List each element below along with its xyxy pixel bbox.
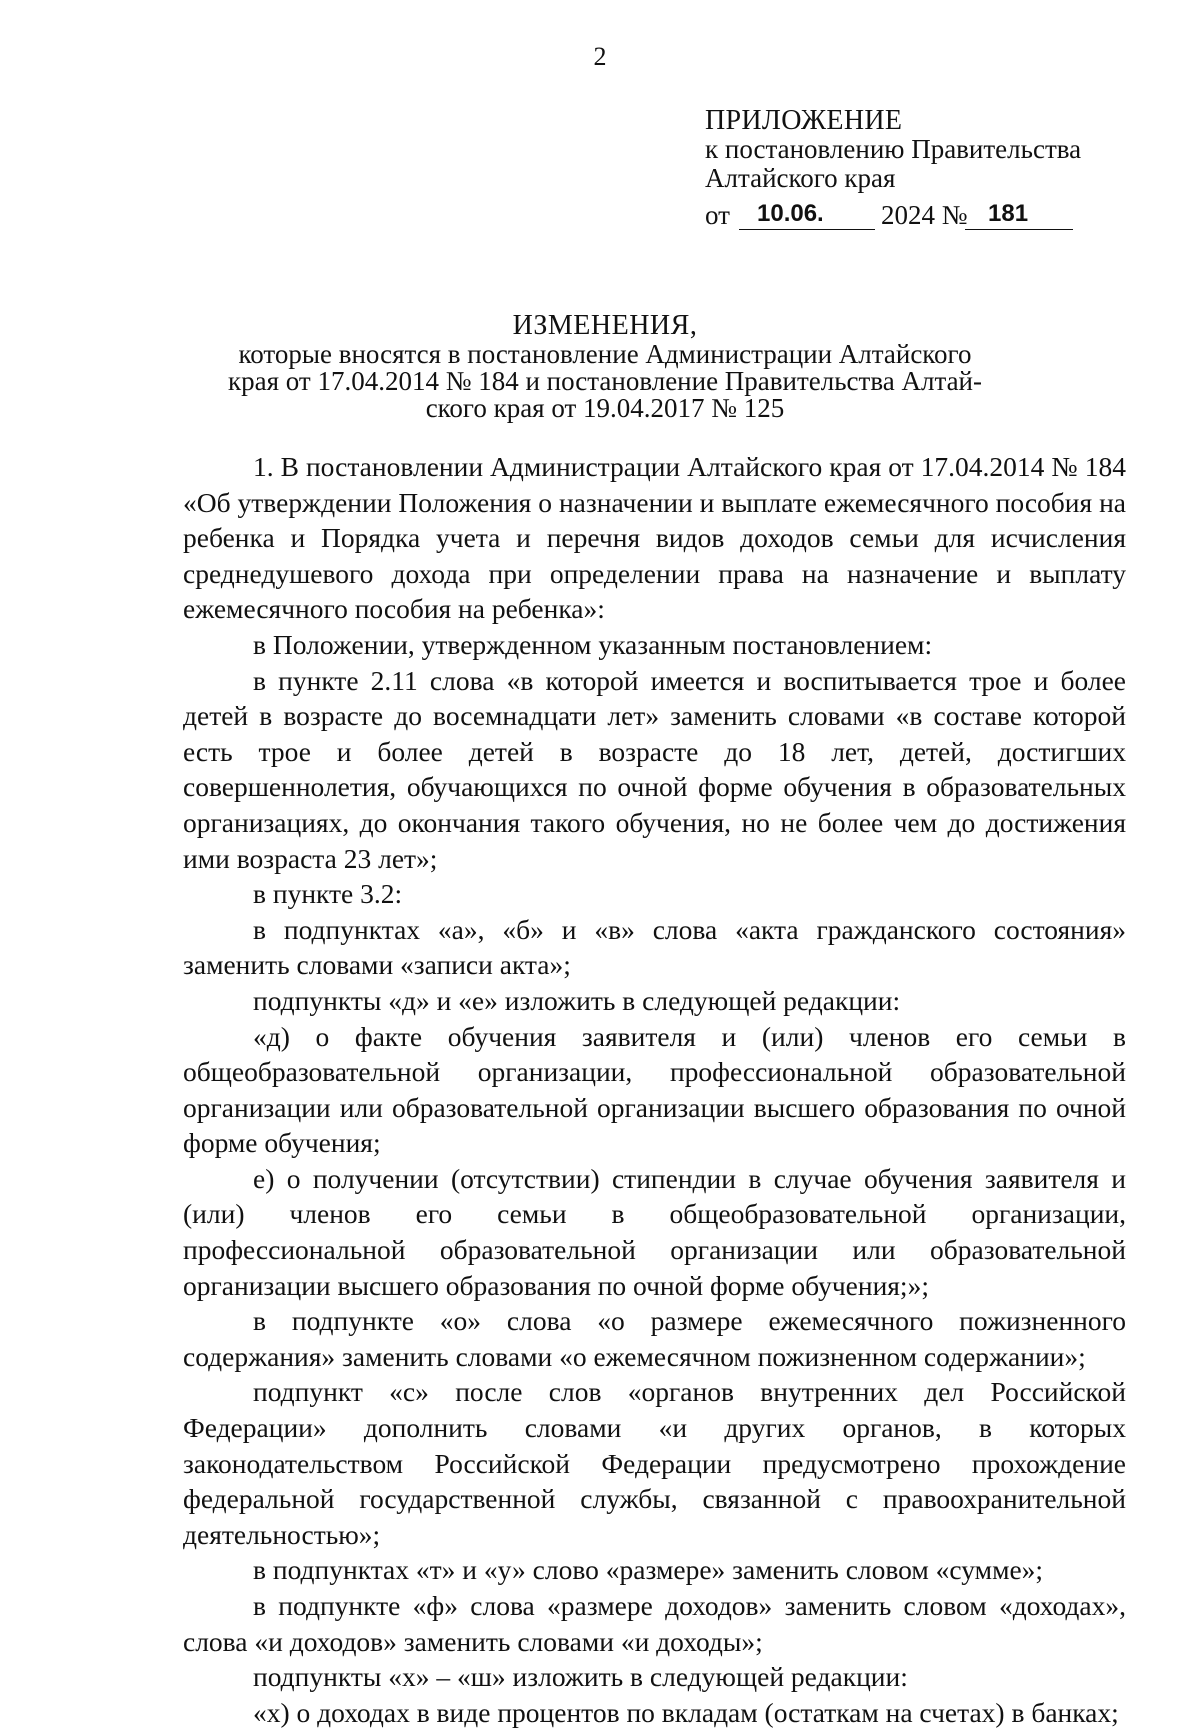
paragraph-1: 1. В постановлении Администрации Алтайского края от 17.04.2014 № 184 «Об утверждении Положения о назначении и выплате ежемесячного пособия на ребенка и Порядка учета и перечня видов доходов семьи для исчисления среднедушевого дохода при определении права на назначение и выплату ежемесячного пособия на ребенка»: <box>183 451 1126 625</box>
date-value: 10.06. <box>757 200 824 227</box>
heading-line-1: которые вносятся в постановление Администрации Алтайского <box>238 339 972 369</box>
heading-line-2: края от 17.04.2014 № 184 и постановление Правительства Алтай- <box>227 366 982 396</box>
heading-line-3: ского края от 19.04.2017 № 125 <box>425 393 785 423</box>
paragraph-12: в подпункте «ф» слова «размере доходов» заменить словом «доходах», слова «и доходов» заменить словами «и доходы»; <box>183 1590 1126 1657</box>
paragraph-9: в подпункте «о» слова «о размере ежемесячного пожизненного содержания» заменить словами «о ежемесячном пожизненном содержании»; <box>183 1305 1126 1372</box>
from-label: от <box>705 200 730 230</box>
paragraph-14: «х) о доходах в виде процентов по вкладам (остаткам на счетах) в банках; <box>253 1696 1119 1728</box>
paragraph-7: «д) о факте обучения заявителя и (или) членов его семьи в общеобразовательной организации, профессиональной образовательной организации или образовательной организации высшего образования по очной форме обучения; <box>183 1020 1126 1159</box>
paragraph-10: подпункт «с» после слов «органов внутренних дел Российской Федерации» дополнить словами «и других органов, в которых законодательством Российской Федерации предусмотрено прохождение федеральной государственной службы, связанной с правоохранительной деятельностью»; <box>183 1376 1126 1550</box>
paragraph-3: в пункте 2.11 слова «в которой имеется и воспитывается трое и более детей в возрасте до восемнадцати лет» заменить словами «в составе которой есть трое и более детей в возрасте до 18 лет, детей, достигших совершеннолетия, обучающихся по очной форме обучения в образовательных организациях, до окончания такого обучения, но не более чем до достижения ими возраста 23 лет»; <box>183 664 1126 874</box>
paragraph-8: е) о получении (отсутствии) стипендии в случае обучения заявителя и (или) членов его семьи в общеобразовательной организации, профессиональной образовательной организации или образовательной организации высшего образования по очной форме обучения;»; <box>183 1162 1126 1301</box>
paragraph-11: в подпунктах «т» и «у» слово «размере» заменить словом «сумме»; <box>253 1554 1044 1586</box>
appendix-line-1: к постановлению Правительства <box>705 134 1082 164</box>
appendix-date-line <box>705 195 1125 237</box>
paragraph-2: в Положении, утвержденном указанным постановлением: <box>253 628 933 660</box>
paragraph-6: подпункты «д» и «е» изложить в следующей редакции: <box>253 984 901 1016</box>
number-value: 181 <box>988 200 1029 227</box>
paragraph-5: в подпунктах «а», «б» и «в» слова «акта гражданского состояния» заменить словами «записи акта»; <box>183 913 1126 981</box>
appendix-line-2: Алтайского края <box>705 163 896 193</box>
document-heading <box>180 312 1030 422</box>
year-label: 2024 № <box>881 200 968 230</box>
paragraph-4: в пункте 3.2: <box>253 878 403 910</box>
paragraph-13: подпункты «х» – «ш» изложить в следующей редакции: <box>253 1661 908 1693</box>
document-body <box>183 449 1126 1730</box>
heading-title: ИЗМЕНЕНИЯ, <box>512 310 698 341</box>
appendix-title: ПРИЛОЖЕНИЕ <box>705 105 903 136</box>
page-number: 2 <box>593 42 607 71</box>
appendix-block <box>705 106 1125 237</box>
